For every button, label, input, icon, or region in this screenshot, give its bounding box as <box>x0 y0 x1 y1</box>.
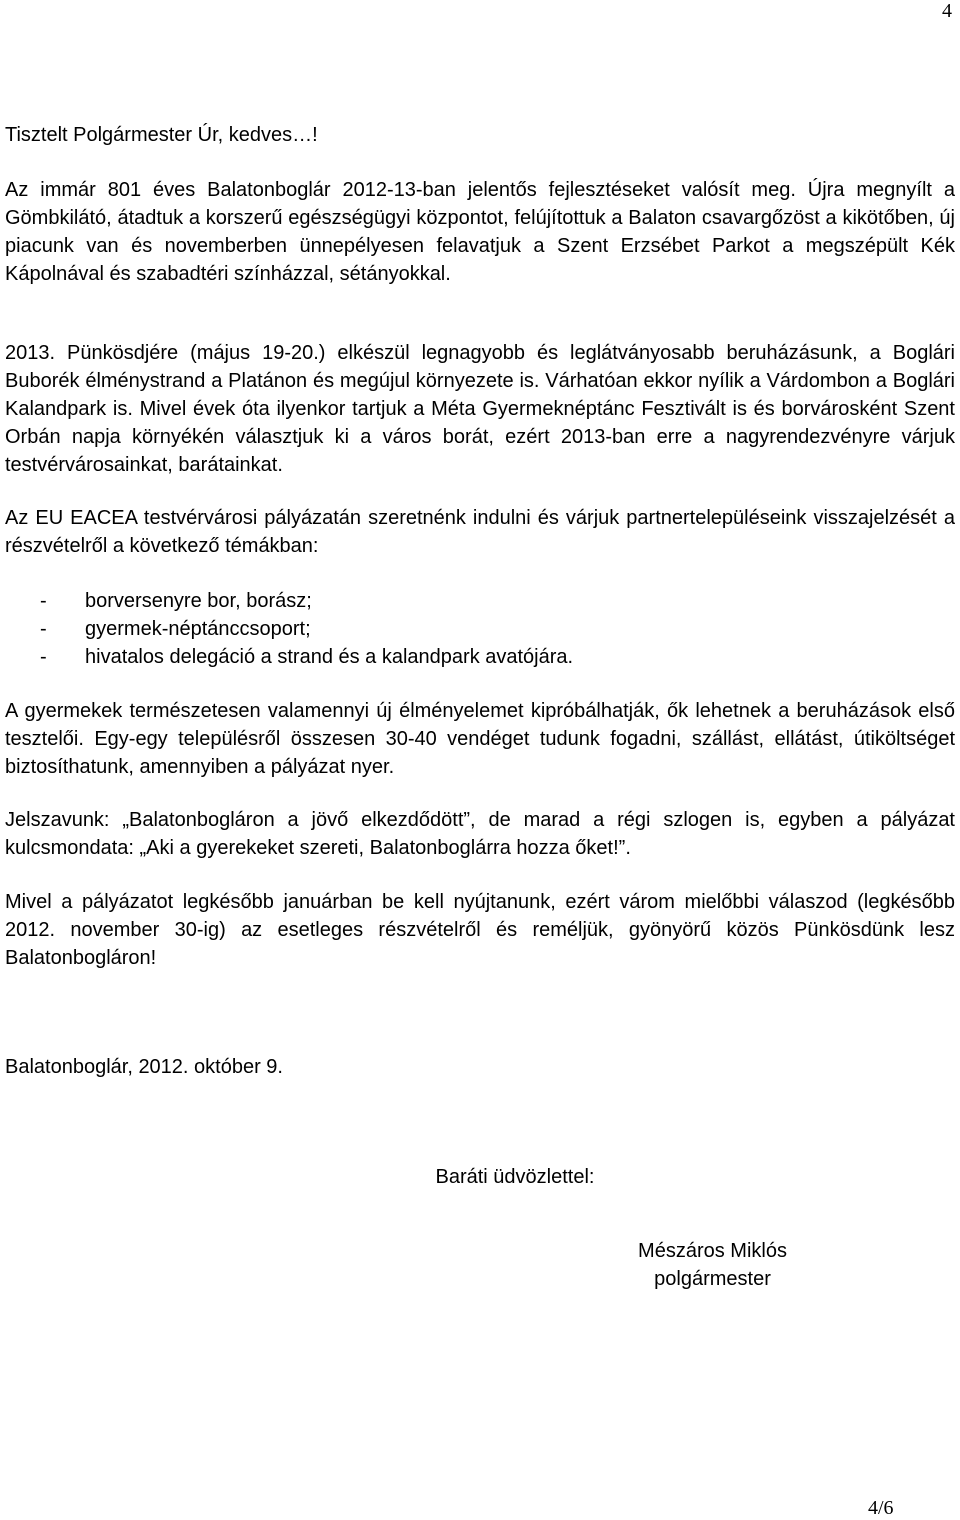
list-item-text: gyermek-néptánccsoport; <box>85 618 311 640</box>
paragraph-block <box>5 504 955 560</box>
list-item-text: borversenyre bor, borász; <box>85 590 312 612</box>
closing-block <box>400 1163 630 1191</box>
paragraph-block <box>5 339 955 479</box>
paragraph-5: Jelszavunk: „Balatonbogláron a jövő elkezdődött”, de marad a régi szlogen is, egyben a pályázat kulcsmondata: „Aki a gyerekeket szereti, Balatonboglárra hozza őket!”. <box>5 809 955 859</box>
signature-block <box>600 1237 825 1293</box>
topic-list <box>5 587 955 671</box>
page-number-bottom: 4/6 <box>868 1497 894 1519</box>
paragraph-4: A gyermekek természetesen valamennyi új élményelemet kipróbálhatják, ők lehetnek a beruházások első tesztelői. Egy-egy településről összesen 30-40 vendéget tudunk fogadni, szállást, ellátást, útiköltséget biztosíthatunk, amennyiben a pályázat nyer. <box>5 700 955 778</box>
paragraph-3: Az EU EACEA testvérvárosi pályázatán szeretnénk indulni és várjuk partnertelepüléseink visszajelzését a részvételről a következő témákban: <box>5 507 955 557</box>
list-item <box>5 587 955 615</box>
list-item <box>5 615 955 643</box>
place-date: Balatonboglár, 2012. október 9. <box>5 1056 283 1078</box>
letter-body <box>5 121 955 149</box>
paragraph-block <box>5 888 955 972</box>
paragraph-2: 2013. Pünkösdjére (május 19-20.) elkészül legnagyobb és leglátványosabb beruházásunk, a Boglári Buborék élménystrand a Platánon és megújul környezete is. Várhatóan ekkor nyílik a Várdombon a Boglári Kalandpark is. Mivel évek óta ilyenkor tartjuk a Méta Gyermeknéptánc Fesztivált is és borvárosként Szent Orbán napja környékén választjuk ki a város borát, ezért 2013-ban erre a nagyrendezvényre várjuk testvérvárosainkat, barátainkat. <box>5 342 955 476</box>
signer-name: Mészáros Miklós <box>638 1240 787 1262</box>
place-date-block <box>5 1053 955 1081</box>
paragraph-block <box>5 697 955 781</box>
page-number-top: 4 <box>942 0 952 22</box>
paragraph-1: Az immár 801 éves Balatonboglár 2012-13-ban jelentős fejlesztéseket valósít meg. Újra megnyílt a Gömbkilátó, átadtuk a korszerű egészségügyi központot, felújítottuk a Balaton csavargőzöst a kikötőben, új piacunk van és novemberben ünnepélyesen felavatjuk a Szent Erzsébet Parkot a megszépült Kék Kápolnával és szabadtéri színházzal, sétányokkal. <box>5 179 955 285</box>
list-bullet: - <box>40 590 47 612</box>
list-item <box>5 643 955 671</box>
closing-phrase: Baráti üdvözlettel: <box>435 1166 595 1188</box>
list-bullet: - <box>40 646 47 668</box>
list-item-text: hivatalos delegáció a strand és a kalandpark avatójára. <box>85 646 574 668</box>
paragraph-6: Mivel a pályázatot legkésőbb januárban be kell nyújtanunk, ezért várom mielőbbi válaszod (legkésőbb 2012. november 30-ig) az esetleges részvételről és reméljük, gyönyörű közös Pünkösdünk lesz Balatonbogláron! <box>5 891 955 969</box>
paragraph-block <box>5 176 955 288</box>
list-bullet: - <box>40 618 47 640</box>
salutation: Tisztelt Polgármester Úr, kedves…! <box>5 124 318 146</box>
paragraph-block <box>5 806 955 862</box>
signer-title: polgármester <box>654 1268 771 1290</box>
